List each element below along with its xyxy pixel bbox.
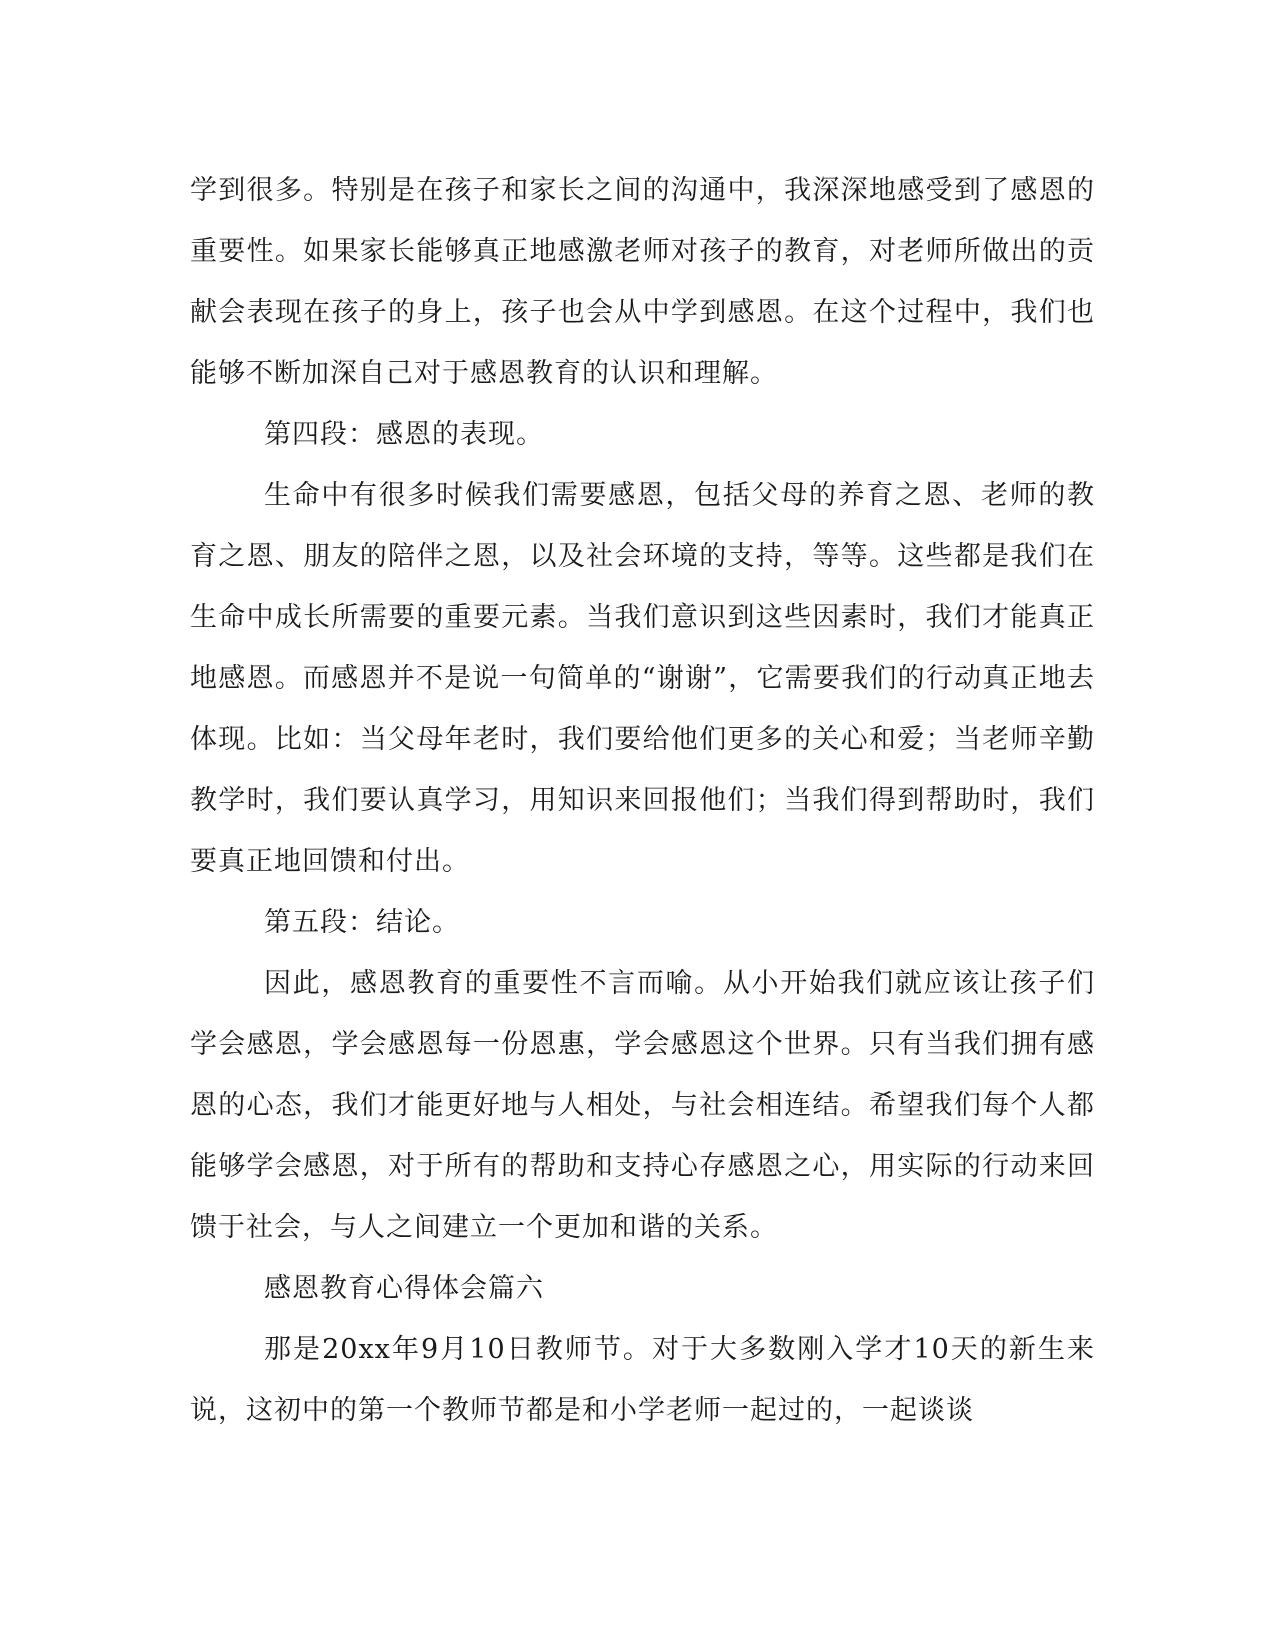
paragraph-expression: 生命中有很多时候我们需要感恩，包括父母的养育之恩、老师的教育之恩、朋友的陪伴之恩，以及社会环境的支持，等等。这些都是我们在生命中成长所需要的重要元素。当我们意识到这些因素时，我们才能真正地感恩。而感恩并不是说一句简单的“谢谢”，它需要我们的行动真正地去体现。比如：当父母年老时，我们要给他们更多的关心和爱；当老师辛勤教学时，我们要认真学习，用知识来回报他们；当我们得到帮助时，我们要真正地回馈和付出。 [190, 480, 1095, 877]
section-heading-4: 第四段：感恩的表现。 [264, 419, 544, 450]
section-heading-5: 第五段：结论。 [264, 907, 460, 938]
paragraph-continuation: 学到很多。特别是在孩子和家长之间的沟通中，我深深地感受到了感恩的重要性。如果家长能够真正地感激老师对孩子的教育，对老师所做出的贡献会表现在孩子的身上，孩子也会从中学到感恩。在这个过程中，我们也能够不断加深自己对于感恩教育的认识和理解。 [190, 175, 1095, 389]
paragraph-conclusion: 因此，感恩教育的重要性不言而喻。从小开始我们就应该让孩子们学会感恩，学会感恩每一份恩惠，学会感恩这个世界。只有当我们拥有感恩的心态，我们才能更好地与人相处，与社会相连结。希望我们每个人都能够学会感恩，对于所有的帮助和支持心存感恩之心，用实际的行动来回馈于社会，与人之间建立一个更加和谐的关系。 [190, 968, 1095, 1243]
article-title-6: 感恩教育心得体会篇六 [264, 1273, 544, 1304]
document-body [190, 160, 1095, 1441]
paragraph-article-6-intro: 那是20xx年9月10日教师节。对于大多数刚入学才10天的新生来说，这初中的第一个教师节都是和小学老师一起过的，一起谈谈 [190, 1334, 1095, 1426]
